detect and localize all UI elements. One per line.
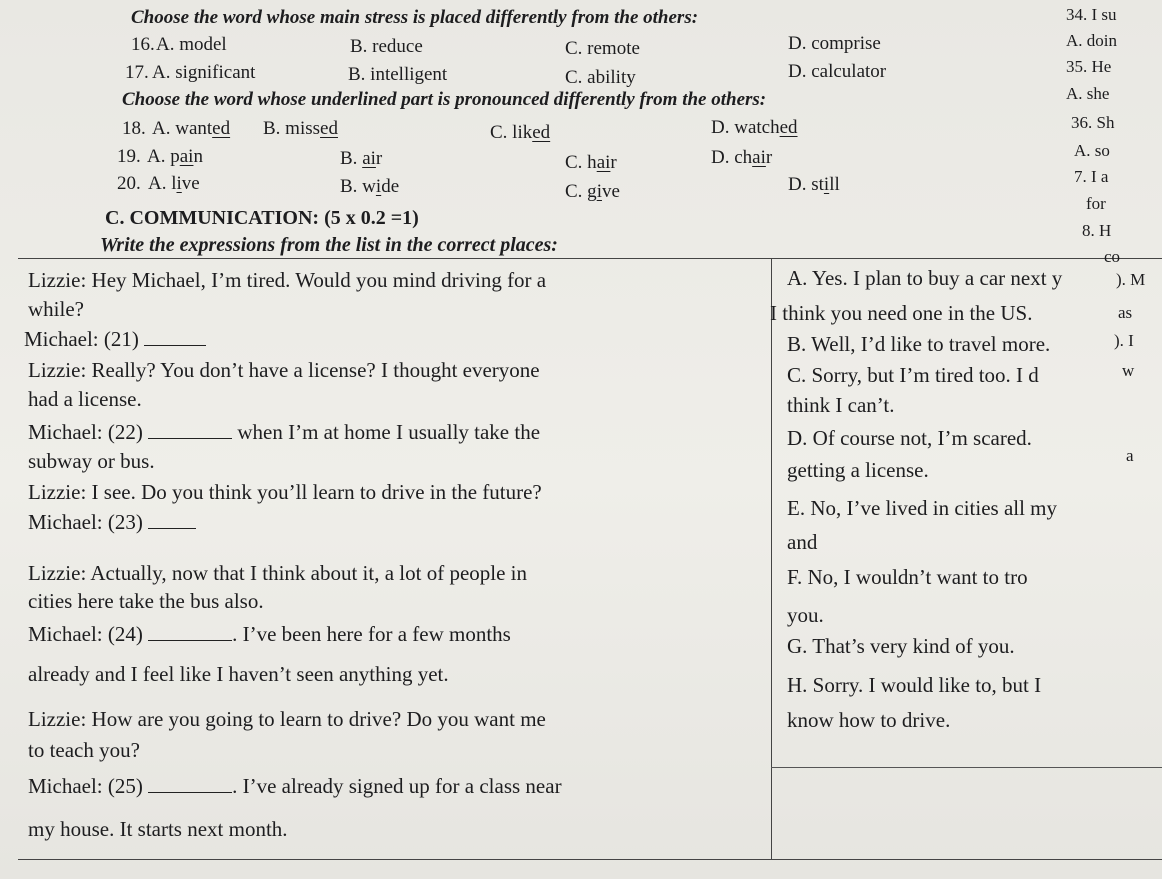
right-column-text: 35. He (1066, 57, 1112, 76)
q20-option-d: D. still (788, 174, 840, 195)
dialogue-line: my house. It starts next month. (28, 817, 288, 841)
q16-option-c: C. remote (565, 38, 640, 59)
answer-blank-21[interactable] (144, 331, 206, 346)
q20-option-b: B. wide (340, 176, 400, 197)
q18-option-c: C. liked (490, 122, 551, 143)
right-column-text: ). M (1116, 270, 1146, 289)
option-f-line2: you. (787, 603, 824, 627)
right-column-text: A. doin (1066, 31, 1117, 50)
dialogue-line-21: Michael: (21) (24, 325, 206, 354)
dialogue-line: Lizzie: Hey Michael, I’m tired. Would you mind driving for a (28, 268, 547, 292)
q16-option-a: A. model (156, 34, 227, 55)
right-column-text: A. so (1074, 141, 1110, 160)
right-column-text: A. she (1066, 84, 1110, 103)
option-c: C. Sorry, but I’m tired too. I d (787, 363, 1039, 387)
right-column-text: co (1104, 247, 1121, 266)
q19-number: 19. (117, 146, 141, 167)
dialogue-line: subway or bus. (28, 449, 155, 473)
option-h: H. Sorry. I would like to, but I (787, 673, 1042, 697)
communication-heading: C. COMMUNICATION: (5 x 0.2 =1) (105, 207, 419, 229)
dialogue-line-24: Michael: (24) . I’ve been here for a few months (28, 622, 511, 646)
dialogue-line: Lizzie: Really? You don’t have a license? I thought everyone (28, 358, 540, 382)
q16-option-b: B. reduce (350, 36, 423, 57)
table-divider (771, 258, 772, 860)
option-e-line2: and (787, 530, 818, 554)
communication-instruction: Write the expressions from the list in the correct places: (100, 234, 558, 256)
option-g: G. That’s very kind of you. (787, 634, 1015, 658)
dialogue-line: had a license. (28, 387, 142, 411)
q19-option-b: B. air (340, 148, 383, 169)
q19-option-c: C. hair (565, 152, 617, 173)
dialogue-line: already and I feel like I haven’t seen anything yet. (28, 662, 449, 686)
q16-option-d: D. comprise (788, 33, 881, 54)
q17-option-d: D. calculator (788, 61, 887, 82)
dialogue-line: Lizzie: I see. Do you think you’ll learn to drive in the future? (28, 480, 542, 504)
option-f: F. No, I wouldn’t want to tro (787, 565, 1028, 589)
option-h-line2: know how to drive. (787, 708, 951, 732)
option-d-line2: getting a license. (787, 458, 929, 482)
right-column-text: w (1122, 361, 1135, 380)
dialogue-line-23: Michael: (23) (28, 508, 196, 537)
q18-option-b: B. missed (263, 118, 338, 139)
q20-option-a: A. live (148, 173, 200, 194)
communication-score: (5 x 0.2 =1) (324, 207, 419, 229)
option-a-line2: I think you need one in the US. (770, 301, 1033, 325)
answer-blank-23[interactable] (148, 514, 196, 529)
right-column-text: for (1086, 194, 1106, 213)
dialogue-line: while? (28, 297, 84, 321)
q17-number: 17. (125, 62, 149, 83)
right-column-text: 7. I a (1074, 167, 1109, 186)
q18-option-d: D. watched (711, 117, 798, 138)
q16-number: 16. (131, 34, 155, 55)
q17-option-b: B. intelligent (348, 64, 448, 85)
table-row-rule (771, 767, 1162, 768)
dialogue-line-25: Michael: (25) . I’ve already signed up for a class near (28, 774, 562, 798)
q20-option-c: C. give (565, 181, 620, 202)
option-d: D. Of course not, I’m scared. (787, 426, 1032, 450)
right-column-text: as (1118, 303, 1133, 322)
q17-option-a: A. significant (152, 62, 256, 83)
dialogue-line: cities here take the bus also. (28, 589, 264, 613)
option-c-line2: think I can’t. (787, 393, 895, 417)
right-column-text: a (1126, 446, 1134, 465)
dialogue-line: Lizzie: How are you going to learn to drive? Do you want me (28, 707, 546, 731)
dialogue-line: Lizzie: Actually, now that I think about it, a lot of people in (28, 561, 528, 585)
right-column-text: 36. Sh (1071, 113, 1115, 132)
q20-number: 20. (117, 173, 141, 194)
q19-option-a: A. pain (147, 146, 203, 167)
option-e: E. No, I’ve lived in cities all my (787, 496, 1058, 520)
dialogue-line-22: Michael: (22) when I’m at home I usually take the (28, 420, 541, 444)
q19-option-d: D. chair (711, 147, 773, 168)
answer-blank-22[interactable] (148, 424, 232, 439)
dialogue-line: to teach you? (28, 738, 140, 762)
right-column-text: 34. I su (1066, 5, 1117, 24)
answer-blank-24[interactable] (148, 626, 232, 641)
q18-option-a: A. wanted (152, 118, 231, 139)
right-column-text: 8. H (1082, 221, 1112, 240)
option-a: A. Yes. I plan to buy a car next y (787, 266, 1063, 290)
pronounce-heading: Choose the word whose underlined part is pronounced differently from the others: (122, 89, 767, 110)
right-column-text: ). I (1114, 331, 1134, 350)
stress-heading: Choose the word whose main stress is placed differently from the others: (131, 7, 699, 28)
option-b: B. Well, I’d like to travel more. (787, 332, 1051, 356)
q17-option-c: C. ability (565, 67, 636, 88)
q18-number: 18. (122, 118, 146, 139)
answer-blank-25[interactable] (148, 778, 232, 793)
